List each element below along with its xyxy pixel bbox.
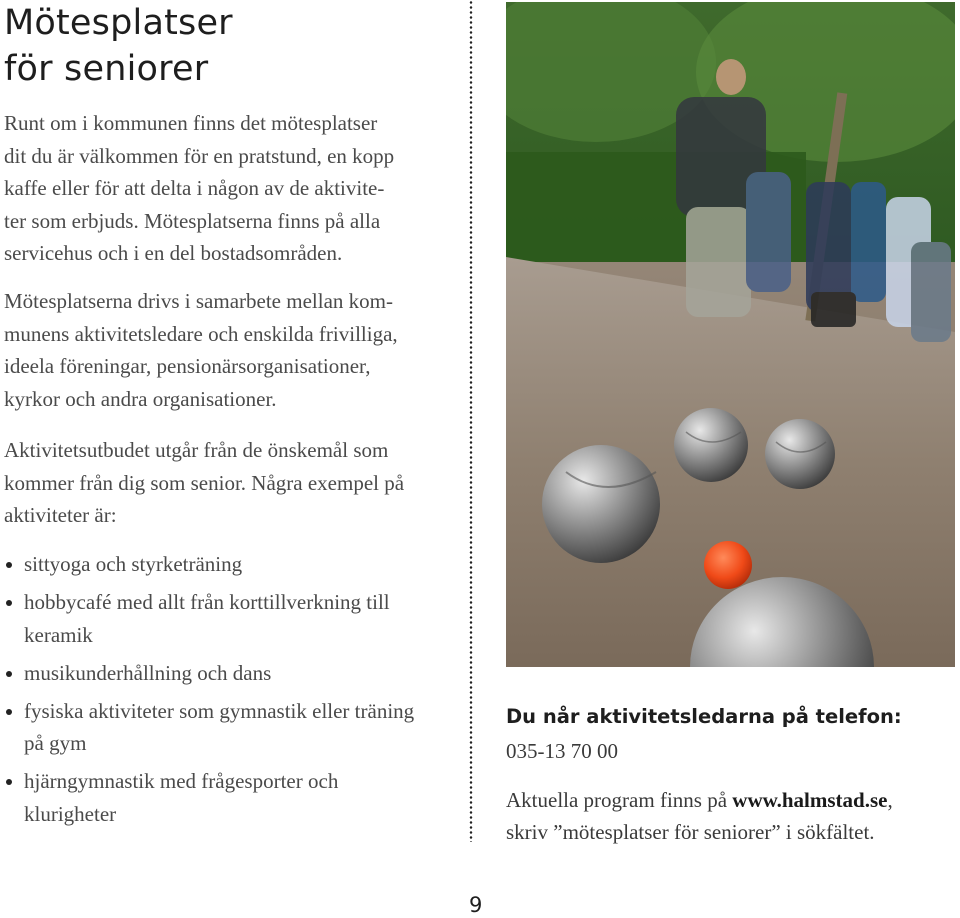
organizers-line: munens aktivitetsledare och enskilda frivilliga, (4, 321, 398, 346)
intro-line: servicehus och i en del bostadsområden. (4, 241, 343, 265)
activities-list (4, 548, 464, 836)
title-line-2: för seniorer (4, 49, 209, 89)
list-item: hobbycafé med allt från korttillverkning till keramik (4, 586, 464, 651)
title-line-1: Mötesplatser (4, 3, 233, 43)
intro-line: ter som erbjuds. Mötesplatserna finns på alla (4, 208, 381, 233)
list-item: fysiska aktiviteter som gymnastik eller träning på gym (4, 695, 464, 760)
list-item: hjärngymnastik med frågesporter och klurigheter (4, 765, 464, 830)
bullet-icon (6, 671, 12, 677)
activities-intro-line: Aktivitetsutbudet utgår från de önskemål som (4, 438, 389, 462)
search-hint: skriv ”mötesplatser för seniorer” i sökfältet. (506, 820, 875, 844)
bullet-icon (6, 709, 12, 715)
dotted-column-divider (469, 0, 473, 842)
contact-phone: 035-13 70 00 (506, 739, 618, 763)
contact-heading: Du når aktivitetsledarna på telefon: (506, 705, 902, 728)
page-number: 9 (469, 893, 483, 917)
website-link[interactable]: www.halmstad.se (732, 788, 888, 812)
intro-line: dit du är välkommen för en pratstund, en kopp (4, 143, 395, 168)
organizers-paragraph (4, 285, 398, 415)
page-title (4, 0, 233, 92)
program-note: Aktuella program finns på www.halmstad.se, skriv ”mötesplatser för seniorer” i sökfältet. (506, 788, 893, 844)
organizers-line: kyrkor och andra organisationer. (4, 386, 277, 411)
petanque-photo (506, 2, 955, 667)
bullet-icon (6, 562, 12, 568)
list-item: sittyoga och styrketräning (4, 548, 464, 581)
activities-intro-paragraph (4, 434, 404, 532)
bullet-icon (6, 600, 12, 606)
intro-line: kaffe eller för att delta i någon av de aktivite- (4, 176, 385, 200)
program-note-text: Aktuella program finns på (506, 788, 733, 812)
bullet-icon (6, 779, 12, 785)
intro-paragraph (4, 107, 394, 270)
activities-intro-line: kommer från dig som senior. Några exempel på (4, 470, 405, 495)
organizers-line: Mötesplatserna drivs i samarbete mellan kom- (4, 289, 393, 313)
intro-line: Runt om i kommunen finns det mötesplatser (4, 111, 378, 135)
activities-intro-line: aktiviteter är: (4, 503, 117, 527)
list-item: musikunderhållning och dans (4, 657, 464, 690)
organizers-line: ideela föreningar, pensionärsorganisationer, (4, 354, 371, 378)
